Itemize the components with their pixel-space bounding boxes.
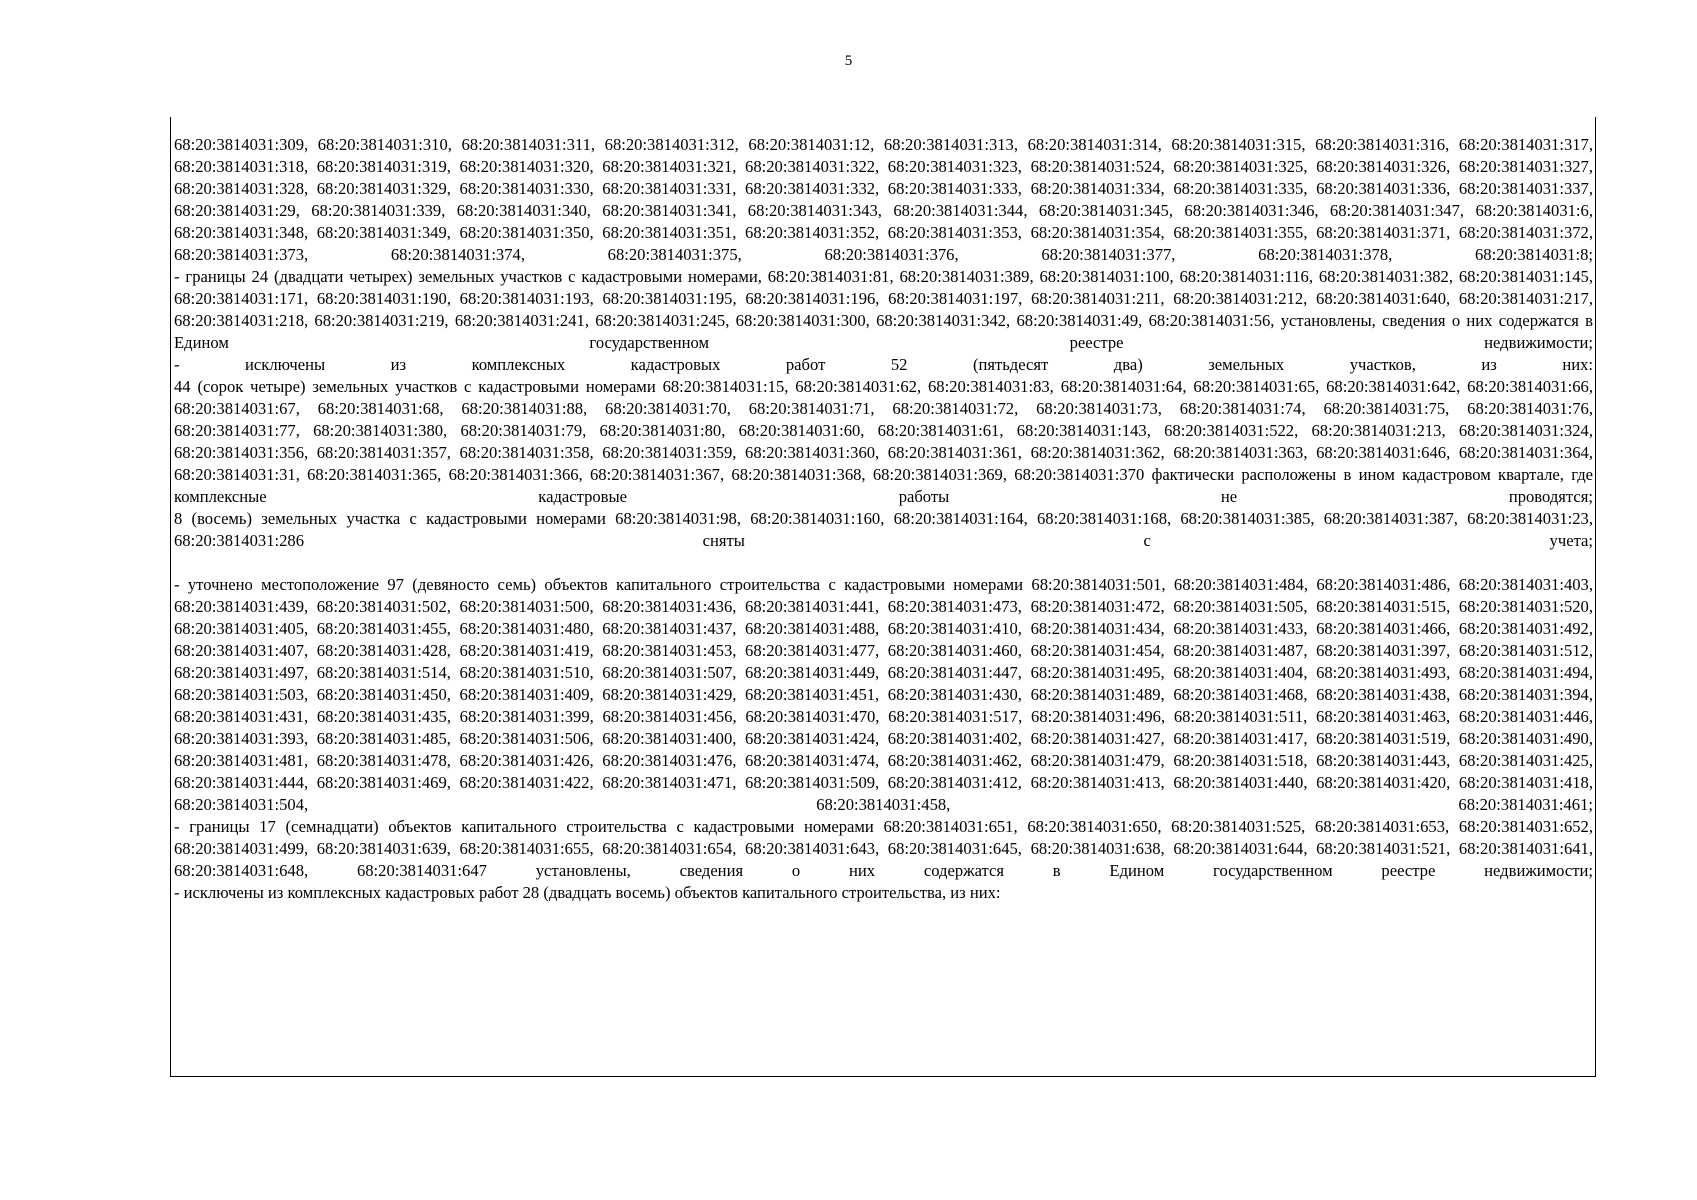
paragraph-deregistered-plots: 8 (восемь) земельных участка с кадастровыми номерами 68:20:3814031:98, 68:20:3814031:160, 68:20:3814031:164, 68:20:3814031:168, 68:20:3814031:385, 68:20:3814031:387, 68:20:3814031:23, 68:20:3814031:286 сняты с учета;: [174, 509, 1593, 550]
paragraph-land-plots-list: 68:20:3814031:309, 68:20:3814031:310, 68:20:3814031:311, 68:20:3814031:312, 68:20:3814031:12, 68:20:3814031:313, 68:20:3814031:314, 68:20:3814031:315, 68:20:3814031:316, 68:20:3814031:317, 68:20:3814031:318, 68:20:3814031:319, 68:20:3814031:320, 68:20:3814031:321, 68:20:3814031:322, 68:20:3814031:323, 68:20:3814031:524, 68:20:3814031:325, 68:20:3814031:326, 68:20:3814031:327, 68:20:3814031:328, 68:20:3814031:329, 68:20:3814031:330, 68:20:3814031:331, 68:20:3814031:332, 68:20:3814031:333, 68:20:3814031:334, 68:20:3814031:335, 68:20:3814031:336, 68:20:3814031:337, 68:20:3814031:29, 68:20:3814031:339, 68:20:3814031:340, 68:20:3814031:341, 68:20:3814031:343, 68:20:3814031:344, 68:20:3814031:345, 68:20:3814031:346, 68:20:3814031:347, 68:20:3814031:6, 68:20:3814031:348, 68:20:3814031:349, 68:20:3814031:350, 68:20:3814031:351, 68:20:3814031:352, 68:20:3814031:353, 68:20:3814031:354, 68:20:3814031:355, 68:20:3814031:371, 68:20:3814031:372, 68:20:3814031:373, 68:20:3814031:374, 68:20:3814031:375, 68:20:3814031:376, 68:20:3814031:377, 68:20:3814031:378, 68:20:3814031:8;: [174, 135, 1593, 264]
paragraph-building-boundaries: - границы 17 (семнадцати) объектов капитального строительства с кадастровыми номерами 68:20:3814031:651, 68:20:3814031:650, 68:20:3814031:525, 68:20:3814031:653, 68:20:3814031:652, 68:20:3814031:499, 68:20:3814031:639, 68:20:3814031:655, 68:20:3814031:654, 68:20:3814031:643, 68:20:3814031:645, 68:20:3814031:638, 68:20:3814031:644, 68:20:3814031:521, 68:20:3814031:641, 68:20:3814031:648, 68:20:3814031:647 установлены, сведения о них содержатся в Едином государственном реестре недвижимости;: [174, 817, 1593, 880]
page-number: 5: [844, 53, 853, 69]
paragraph-land-plot-boundaries: - границы 24 (двадцати четырех) земельных участков с кадастровыми номерами, 68:20:3814031:81, 68:20:3814031:389, 68:20:3814031:100, 68:20:3814031:116, 68:20:3814031:382, 68:20:3814031:145, 68:20:3814031:171, 68:20:3814031:190, 68:20:3814031:193, 68:20:3814031:195, 68:20:3814031:196, 68:20:3814031:197, 68:20:3814031:211, 68:20:3814031:212, 68:20:3814031:640, 68:20:3814031:217, 68:20:3814031:218, 68:20:3814031:219, 68:20:3814031:241, 68:20:3814031:245, 68:20:3814031:300, 68:20:3814031:342, 68:20:3814031:49, 68:20:3814031:56, установлены, сведения о них содержатся в Едином государственном реестре недвижимости;: [174, 267, 1593, 352]
paragraph-excluded-buildings: - исключены из комплексных кадастровых работ 28 (двадцать восемь) объектов капитального строительства, из них:: [174, 883, 1001, 902]
paragraph-excluded-land-plots: - исключены из комплексных кадастровых работ 52 (пятьдесят два) земельных участков, из них:: [174, 355, 1593, 374]
paragraph-other-quarter-plots: 44 (сорок четыре) земельных участков с кадастровыми номерами 68:20:3814031:15, 68:20:3814031:62, 68:20:3814031:83, 68:20:3814031:64, 68:20:3814031:65, 68:20:3814031:642, 68:20:3814031:66, 68:20:3814031:67, 68:20:3814031:68, 68:20:3814031:88, 68:20:3814031:70, 68:20:3814031:71, 68:20:3814031:72, 68:20:3814031:73, 68:20:3814031:74, 68:20:3814031:75, 68:20:3814031:76, 68:20:3814031:77, 68:20:3814031:380, 68:20:3814031:79, 68:20:3814031:80, 68:20:3814031:60, 68:20:3814031:61, 68:20:3814031:143, 68:20:3814031:522, 68:20:3814031:213, 68:20:3814031:324, 68:20:3814031:356, 68:20:3814031:357, 68:20:3814031:358, 68:20:3814031:359, 68:20:3814031:360, 68:20:3814031:361, 68:20:3814031:362, 68:20:3814031:363, 68:20:3814031:646, 68:20:3814031:364, 68:20:3814031:31, 68:20:3814031:365, 68:20:3814031:366, 68:20:3814031:367, 68:20:3814031:368, 68:20:3814031:369, 68:20:3814031:370 фактически расположены в ином кадастровом квартале, где комплексные кадастровые работы не проводятся;: [174, 377, 1593, 506]
paragraph-gap: [174, 552, 1593, 574]
paragraph-refined-buildings: - уточнено местоположение 97 (девяносто семь) объектов капитального строительства с кадастровыми номерами 68:20:3814031:501, 68:20:3814031:484, 68:20:3814031:486, 68:20:3814031:403, 68:20:3814031:439, 68:20:3814031:502, 68:20:3814031:500, 68:20:3814031:436, 68:20:3814031:441, 68:20:3814031:473, 68:20:3814031:472, 68:20:3814031:505, 68:20:3814031:515, 68:20:3814031:520, 68:20:3814031:405, 68:20:3814031:455, 68:20:3814031:480, 68:20:3814031:437, 68:20:3814031:488, 68:20:3814031:410, 68:20:3814031:434, 68:20:3814031:433, 68:20:3814031:466, 68:20:3814031:492, 68:20:3814031:407, 68:20:3814031:428, 68:20:3814031:419, 68:20:3814031:453, 68:20:3814031:477, 68:20:3814031:460, 68:20:3814031:454, 68:20:3814031:487, 68:20:3814031:397, 68:20:3814031:512, 68:20:3814031:497, 68:20:3814031:514, 68:20:3814031:510, 68:20:3814031:507, 68:20:3814031:449, 68:20:3814031:447, 68:20:3814031:495, 68:20:3814031:404, 68:20:3814031:493, 68:20:3814031:494, 68:20:3814031:503, 68:20:3814031:450, 68:20:3814031:409, 68:20:3814031:429, 68:20:3814031:451, 68:20:3814031:430, 68:20:3814031:489, 68:20:3814031:468, 68:20:3814031:438, 68:20:3814031:394, 68:20:3814031:431, 68:20:3814031:435, 68:20:3814031:399, 68:20:3814031:456, 68:20:3814031:470, 68:20:3814031:517, 68:20:3814031:496, 68:20:3814031:511, 68:20:3814031:463, 68:20:3814031:446, 68:20:3814031:393, 68:20:3814031:485, 68:20:3814031:506, 68:20:3814031:400, 68:20:3814031:424, 68:20:3814031:402, 68:20:3814031:427, 68:20:3814031:417, 68:20:3814031:519, 68:20:3814031:490, 68:20:3814031:481, 68:20:3814031:478, 68:20:3814031:426, 68:20:3814031:476, 68:20:3814031:474, 68:20:3814031:462, 68:20:3814031:479, 68:20:3814031:518, 68:20:3814031:443, 68:20:3814031:425, 68:20:3814031:444, 68:20:3814031:469, 68:20:3814031:422, 68:20:3814031:471, 68:20:3814031:509, 68:20:3814031:412, 68:20:3814031:413, 68:20:3814031:440, 68:20:3814031:420, 68:20:3814031:418, 68:20:3814031:504, 68:20:3814031:458, 68:20:3814031:461;: [174, 575, 1593, 814]
document-body: [174, 134, 1593, 904]
